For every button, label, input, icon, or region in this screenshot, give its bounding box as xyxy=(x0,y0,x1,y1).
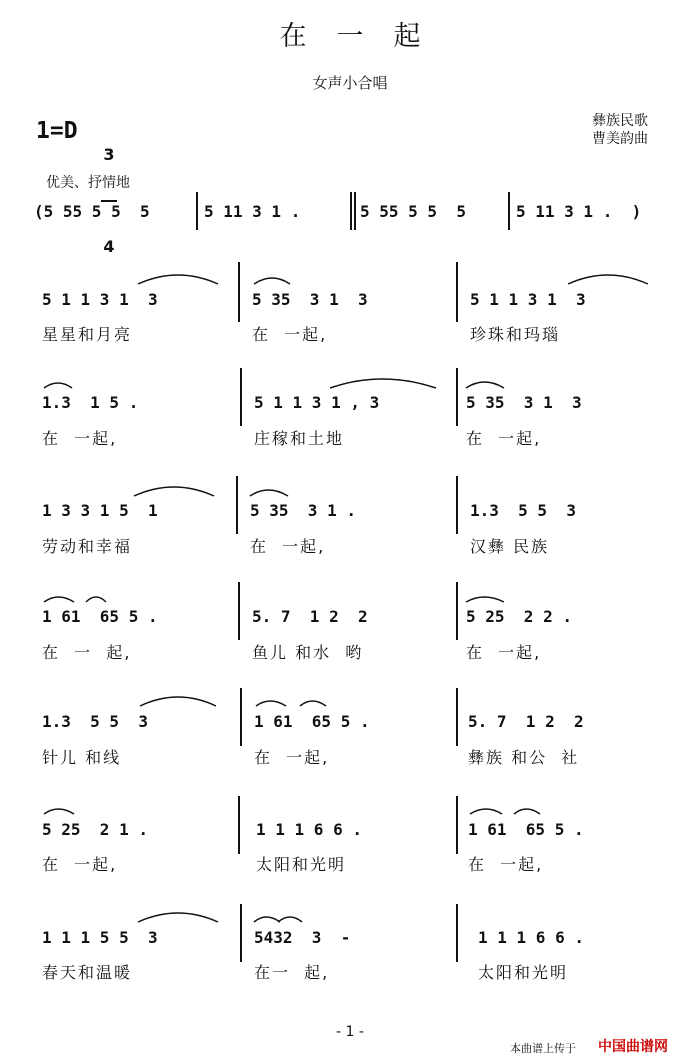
slur xyxy=(138,275,218,284)
site-logo: 中国曲谱网 xyxy=(598,1039,668,1055)
measure-lyrics: 春天和温暖 xyxy=(42,963,133,982)
slur xyxy=(44,383,72,388)
measure-notes: 1 1 1 6 6 . xyxy=(256,820,362,839)
measure-lyrics: 庄稼和土地 xyxy=(254,429,345,448)
credit-composer: 曹美韵曲 xyxy=(592,131,648,147)
slur xyxy=(466,382,504,388)
measure-notes: 5 35 3 1 . xyxy=(250,501,356,520)
slur xyxy=(466,597,504,602)
slur xyxy=(44,809,74,814)
measure-lyrics: 在 一起, xyxy=(254,748,330,767)
performance-type: 女声小合唱 xyxy=(312,74,388,92)
measure-lyrics: 太阳和光明 xyxy=(256,855,347,874)
tempo-marking: 优美、抒情地 xyxy=(46,175,130,191)
measure-notes: 5. 7 1 2 2 xyxy=(252,607,368,626)
measure-lyrics: 劳动和幸福 xyxy=(42,537,133,556)
slur xyxy=(256,701,286,706)
song-title: 在一起 xyxy=(279,21,451,52)
measure-notes: 1.3 5 5 3 xyxy=(42,712,148,731)
measure-notes: 1 61 65 5 . xyxy=(42,607,158,626)
slur xyxy=(86,597,106,602)
slur xyxy=(300,701,326,706)
slur xyxy=(568,275,648,284)
time-signature-bottom: 4 xyxy=(103,237,115,256)
measure-notes: 5 1 1 3 1 3 xyxy=(42,290,158,309)
measure-lyrics: 彝族 和公 社 xyxy=(468,748,580,767)
measure-lyrics: 鱼儿 和水 哟 xyxy=(252,643,364,662)
slur xyxy=(278,917,302,922)
page-number: - 1 - xyxy=(336,1024,364,1040)
slur xyxy=(140,697,216,706)
slur xyxy=(514,809,540,814)
measure-notes: 5 35 3 1 3 xyxy=(252,290,368,309)
key-signature: 1=D xyxy=(36,118,78,144)
upload-source-label: 本曲谱上传于 xyxy=(510,1042,576,1055)
intro-measure: (5 55 5 5 5 xyxy=(34,202,150,221)
measure-lyrics: 汉彝 民族 xyxy=(470,537,550,556)
measure-notes: 5 1 1 3 1 3 xyxy=(470,290,586,309)
measure-lyrics: 在 一起, xyxy=(466,429,542,448)
slur xyxy=(134,487,214,496)
slur xyxy=(254,917,280,922)
measure-notes: 5 25 2 2 . xyxy=(466,607,572,626)
measure-lyrics: 在 一 起, xyxy=(42,643,132,662)
measure-lyrics: 星星和月亮 xyxy=(42,325,133,344)
measure-lyrics: 针儿 和线 xyxy=(42,748,122,767)
measure-notes: 1 1 1 6 6 . xyxy=(478,928,584,947)
measure-notes: 5 25 2 1 . xyxy=(42,820,148,839)
slur xyxy=(44,597,74,602)
measure-notes: 1.3 5 5 3 xyxy=(470,501,576,520)
measure-lyrics: 在 一起, xyxy=(42,429,118,448)
measure-notes: 1 61 65 5 . xyxy=(468,820,584,839)
measure-notes: 5 1 1 3 1 , 3 xyxy=(254,393,380,412)
measure-notes: 5432 3 - xyxy=(254,928,351,947)
slur xyxy=(330,379,436,388)
slur xyxy=(470,809,502,814)
measure-notes: 1 61 65 5 . xyxy=(254,712,370,731)
measure-notes: 1 3 3 1 5 1 xyxy=(42,501,158,520)
measure-lyrics: 在 一起, xyxy=(468,855,544,874)
measure-notes: 5. 7 1 2 2 xyxy=(468,712,584,731)
measure-lyrics: 太阳和光明 xyxy=(478,963,569,982)
measure-lyrics: 在 一起, xyxy=(252,325,328,344)
slur xyxy=(254,278,290,284)
intro-measure: 5 55 5 5 5 xyxy=(360,202,466,221)
time-signature-top: 3 xyxy=(103,145,115,164)
slur xyxy=(138,913,218,922)
measure-notes: 5 35 3 1 3 xyxy=(466,393,582,412)
measure-lyrics: 在 一起, xyxy=(42,855,118,874)
credit-origin: 彝族民歌 xyxy=(592,113,648,129)
slur xyxy=(250,490,288,496)
measure-lyrics: 在一 起, xyxy=(254,963,330,982)
intro-measure: 5 11 3 1 . xyxy=(204,202,301,221)
measure-notes: 1.3 1 5 . xyxy=(42,393,139,412)
measure-notes: 1 1 1 5 5 3 xyxy=(42,928,158,947)
measure-lyrics: 珍珠和玛瑙 xyxy=(470,325,561,344)
measure-lyrics: 在 一起, xyxy=(250,537,326,556)
intro-measure: 5 11 3 1 . ) xyxy=(516,202,642,221)
measure-lyrics: 在 一起, xyxy=(466,643,542,662)
